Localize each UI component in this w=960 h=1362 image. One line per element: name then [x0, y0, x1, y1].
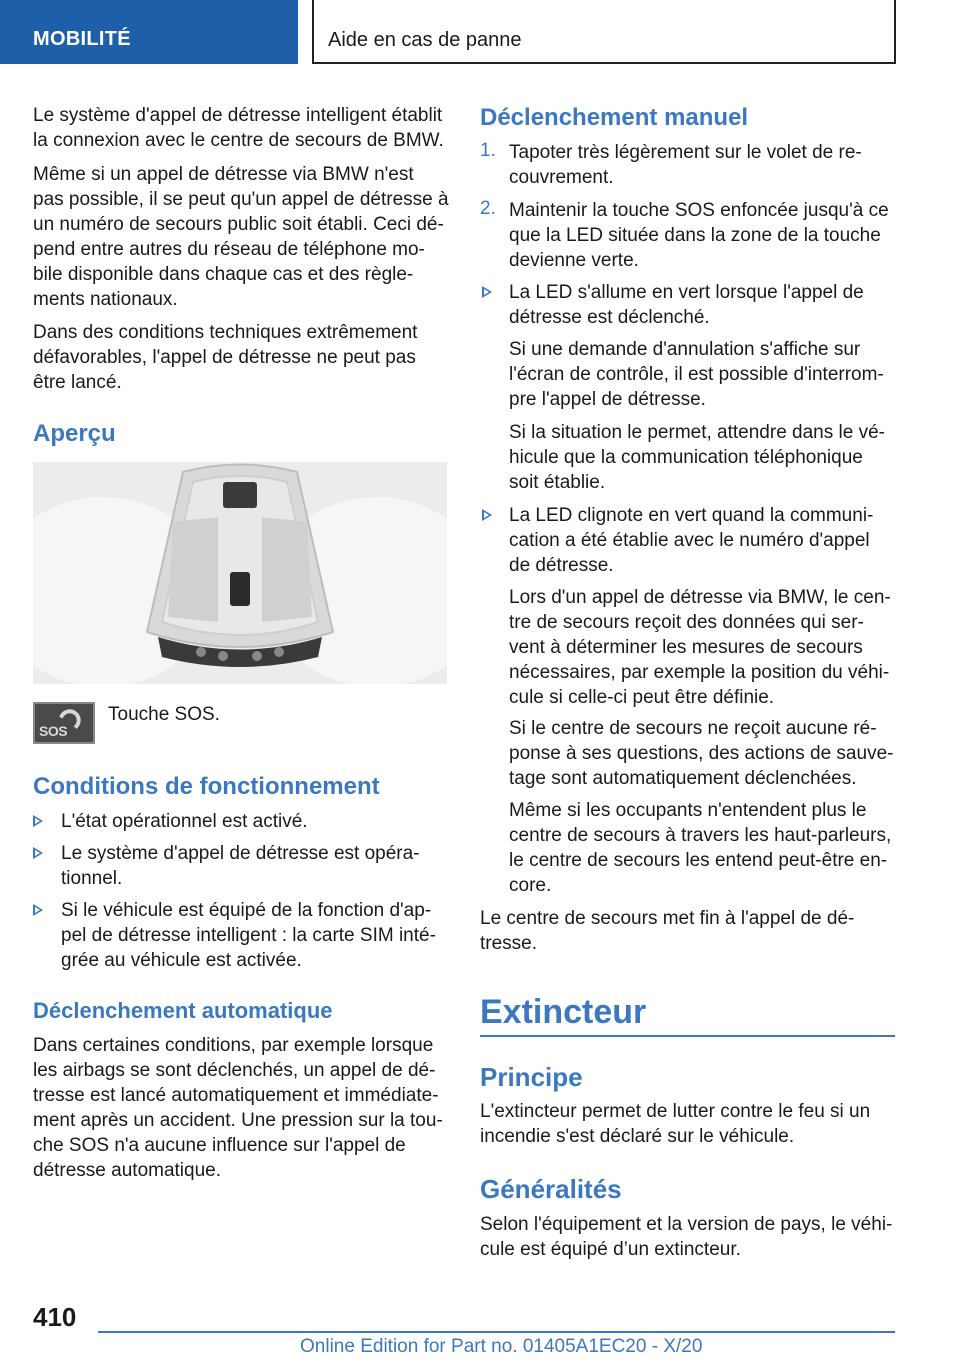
text-line: tresse.: [480, 933, 538, 954]
text-line: tage sont automatiquement déclenchées.: [509, 768, 857, 789]
text-line: l'écran de contrôle, il est possible d'interrom‐: [509, 364, 884, 385]
list-item-subparagraph: [509, 798, 891, 898]
triangle-bullet-icon: [33, 904, 43, 916]
heading-conditions: Conditions de fonctionnement: [33, 773, 380, 800]
heading-principe: Principe: [480, 1062, 583, 1092]
text-line: la connexion avec le centre de secours de BMW.: [33, 130, 444, 151]
text-line: Si une demande d'annulation s'affiche sur: [509, 339, 861, 360]
step-text: [509, 140, 862, 190]
text-line: nécessaires, par exemple la position du véhi‐: [509, 662, 890, 683]
text-line: pre l'appel de détresse.: [509, 389, 706, 410]
footer-divider: [98, 1331, 895, 1333]
heading-extincteur: Extincteur: [480, 993, 647, 1031]
heading-apercu: Aperçu: [33, 420, 116, 447]
text-line: hicule que la communication téléphonique: [509, 447, 863, 468]
text-line: L'extincteur permet de lutter contre le feu si un: [480, 1101, 871, 1122]
text-line: Le système d'appel de détresse est opéra‐: [61, 843, 420, 864]
text-line: cation a été établie avec le numéro d'appel: [509, 530, 870, 551]
step-text: [509, 198, 889, 273]
text-line: détresse est déclenché.: [509, 307, 710, 328]
paragraph-conditions: [33, 320, 417, 395]
text-line: Si le centre de secours ne reçoit aucune ré‐: [509, 718, 877, 739]
list-item-subparagraph: [509, 420, 885, 495]
text-line: core.: [509, 875, 552, 896]
text-line: pend entre autres du réseau de téléphone mo‐: [33, 239, 425, 260]
text-line: Lors d'un appel de détresse via BMW, le cen‐: [509, 587, 891, 608]
section-divider: [480, 1035, 895, 1037]
text-line: incendie s'est déclaré sur le véhicule.: [480, 1126, 795, 1147]
text-line: Si la situation le permet, attendre dans le vé‐: [509, 422, 885, 443]
text-line: soit établie.: [509, 472, 606, 493]
heading-generalites: Généralités: [480, 1174, 622, 1204]
heading-auto: Déclenchement automatique: [33, 998, 333, 1023]
text-line: ponse à ses questions, des actions de sauve‐: [509, 743, 894, 764]
text-line: de détresse.: [509, 555, 614, 576]
overhead-console-illustration: [33, 462, 447, 684]
text-line: Maintenir la touche SOS enfoncée jusqu'à ce: [509, 200, 889, 221]
text-line: ment après un accident. Une pression sur la tou‐: [33, 1110, 443, 1131]
text-line: pel de détresse intelligent : la carte SIM inté‐: [61, 925, 436, 946]
heading-manual: Déclenchement manuel: [480, 104, 749, 131]
paragraph-end-call: [480, 906, 854, 956]
step-number: 1.: [480, 140, 496, 161]
section-tab: [0, 0, 298, 64]
section-title: MOBILITÉ: [33, 28, 131, 50]
text-line: centre de secours à travers les haut-parleurs,: [509, 825, 892, 846]
text-line: La LED clignote en vert quand la communi‐: [509, 505, 874, 526]
text-line: La LED s'allume en vert lorsque l'appel de: [509, 282, 864, 303]
list-item-subparagraph: [509, 716, 893, 791]
list-item: [509, 280, 864, 330]
text-line: L'état opérationnel est activé.: [61, 811, 308, 832]
text-line: pas possible, il se peut qu'un appel de détresse à: [33, 189, 449, 210]
text-line: cule si celle-ci peut être définie.: [509, 687, 775, 708]
text-line: tionnel.: [61, 868, 123, 889]
text-line: tresse est lancé automatiquement et immédiate‐: [33, 1085, 439, 1106]
paragraph-public-number: [33, 162, 449, 312]
paragraph-auto: [33, 1033, 443, 1183]
intro-paragraph: [33, 103, 444, 153]
text-line: un numéro de secours public soit établi. Ceci dé‐: [33, 214, 444, 235]
triangle-bullet-icon: [33, 847, 43, 859]
text-line: ments nationaux.: [33, 289, 178, 310]
text-line: le centre de secours les entend peut-être en‐: [509, 850, 888, 871]
paragraph-principe: [480, 1099, 870, 1149]
list-item: [61, 841, 420, 891]
text-line: Dans certaines conditions, par exemple lorsque: [33, 1035, 434, 1056]
list-item: [61, 809, 308, 834]
text-line: grée au véhicule est activée.: [61, 950, 302, 971]
list-item: [509, 503, 873, 578]
list-item: [61, 898, 436, 973]
text-line: que la LED située dans la zone de la touche: [509, 225, 881, 246]
text-line: devienne verte.: [509, 250, 639, 271]
paragraph-generalites: [480, 1212, 892, 1262]
text-line: défavorables, l'appel de détresse ne peut pas: [33, 347, 416, 368]
text-line: cule est équipé d’un extincteur.: [480, 1239, 741, 1260]
text-line: Le système d'appel de détresse intelligent établit: [33, 105, 443, 126]
text-line: tre de secours reçoit des données qui ser‐: [509, 612, 864, 633]
page-number: 410: [33, 1302, 77, 1332]
step-number: 2.: [480, 198, 496, 219]
text-line: vent à déterminer les mesures de secours: [509, 637, 863, 658]
sos-caption: Touche SOS.: [108, 704, 220, 725]
overhead-console-photo: [33, 462, 447, 684]
text-line: Dans des conditions techniques extrêmement: [33, 322, 418, 343]
text-line: Selon l'équipement et la version de pays, le véhi‐: [480, 1214, 893, 1235]
text-line: couvrement.: [509, 167, 614, 188]
footer-edition: Online Edition for Part no. 01405A1EC20 - X/20: [300, 1336, 703, 1357]
triangle-bullet-icon: [33, 815, 43, 827]
sos-button-icon: [33, 702, 95, 744]
chapter-tab: [312, 0, 896, 64]
text-line: Si le véhicule est équipé de la fonction d'ap‐: [61, 900, 432, 921]
text-line: Le centre de secours met fin à l'appel de dé‐: [480, 908, 855, 929]
list-item-subparagraph: [509, 585, 891, 710]
sos-icon-label: SOS: [39, 723, 68, 739]
text-line: bile disponible dans chaque cas et des règle‐: [33, 264, 414, 285]
list-item-subparagraph: [509, 337, 884, 412]
text-line: Tapoter très légèrement sur le volet de re‐: [509, 142, 862, 163]
text-line: Même si les occupants n'entendent plus le: [509, 800, 867, 821]
text-line: Même si un appel de détresse via BMW n'est: [33, 164, 414, 185]
text-line: détresse automatique.: [33, 1160, 222, 1181]
triangle-bullet-icon: [482, 286, 492, 298]
chapter-title: Aide en cas de panne: [328, 29, 522, 51]
text-line: être lancé.: [33, 372, 122, 393]
triangle-bullet-icon: [482, 509, 492, 521]
text-line: les airbags se sont déclenchés, un appel de dé‐: [33, 1060, 436, 1081]
text-line: che SOS n'a aucune influence sur l'appel de: [33, 1135, 406, 1156]
